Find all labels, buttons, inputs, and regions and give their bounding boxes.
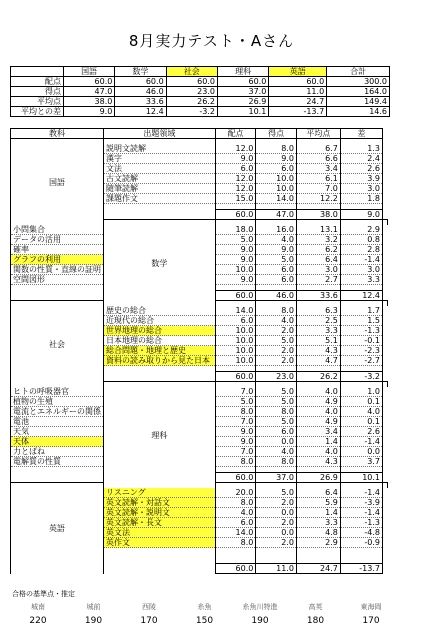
area-diff: 1.8 (340, 194, 382, 204)
summary-header-cell: 社会 (166, 67, 217, 77)
area-diff: 3.3 (340, 275, 382, 285)
area-diff: 3.9 (340, 174, 382, 184)
school-score: 170 (362, 616, 380, 626)
area-score: 2.0 (256, 498, 297, 508)
area-max: 20.0 (215, 488, 256, 498)
school-item (179, 602, 231, 626)
area-avg: 1.4 (296, 508, 340, 518)
school-item (68, 602, 120, 626)
area-max: 9.0 (215, 437, 256, 447)
area-max: 8.0 (215, 407, 256, 417)
summary-cell: 300.0 (327, 77, 390, 87)
school-score: 170 (140, 616, 158, 626)
school-item (290, 602, 342, 626)
summary-row-label: 配点 (11, 77, 64, 87)
area-name: 世界地理の総合 (104, 326, 216, 336)
school-name: 高英 (308, 603, 323, 611)
area-name: 力とばね (11, 447, 104, 457)
school-item (345, 602, 397, 626)
area-avg: 6.7 (296, 144, 340, 154)
detail-header-cell: 平均点 (296, 129, 340, 139)
total-avg: 24.7 (296, 564, 340, 574)
area-name: 英作文 (104, 538, 216, 548)
area-avg: 4.8 (296, 528, 340, 538)
page-title: 8月実力テスト・Aさん (128, 32, 295, 50)
total-diff: 9.0 (340, 210, 382, 220)
area-diff: 3.7 (340, 457, 382, 467)
summary-cell: 60.0 (269, 77, 327, 87)
area-max: 9.0 (215, 255, 256, 265)
summary-cell: 14.6 (327, 107, 390, 117)
area-avg: 2.5 (296, 316, 340, 326)
area-name: 英文読解・対話文 (104, 498, 216, 508)
total-diff: 10.1 (340, 473, 382, 483)
area-avg: 5.9 (296, 498, 340, 508)
summary-cell: 60.0 (64, 77, 115, 87)
area-diff: 1.5 (340, 316, 382, 326)
total-max: 60.0 (215, 291, 256, 301)
area-score: 2.0 (256, 538, 297, 548)
area-score: 10.0 (256, 174, 297, 184)
area-avg: 4.3 (296, 457, 340, 467)
area-avg: 3.2 (296, 235, 340, 245)
area-max: 9.0 (215, 245, 256, 255)
total-score: 47.0 (256, 210, 297, 220)
area-diff: -1.3 (340, 326, 382, 336)
area-max: 12.0 (215, 144, 256, 154)
summary-cell: 11.0 (269, 87, 327, 97)
summary-cell: 10.1 (217, 107, 268, 117)
school-score: 190 (251, 616, 269, 626)
area-avg: 6.3 (296, 306, 340, 316)
summary-cell: 46.0 (115, 87, 166, 97)
area-max: 9.0 (215, 154, 256, 164)
area-max: 18.0 (215, 225, 256, 235)
area-max: 8.0 (215, 498, 256, 508)
area-avg: 4.9 (296, 417, 340, 427)
area-name: 英文読解・説明文 (104, 508, 216, 518)
summary-cell: 38.0 (64, 97, 115, 107)
area-diff: -3.9 (340, 498, 382, 508)
area-max: 5.0 (215, 397, 256, 407)
area-name: 電池 (11, 417, 104, 427)
area-score: 0.0 (256, 437, 297, 447)
summary-header-cell: 国語 (64, 67, 115, 77)
area-diff: 1.3 (340, 144, 382, 154)
summary-cell: 26.2 (166, 97, 217, 107)
summary-row (11, 107, 390, 117)
school-item (123, 602, 175, 626)
area-score: 5.0 (256, 336, 297, 346)
summary-header-row (11, 67, 390, 77)
area-name: 文法 (104, 164, 216, 174)
area-max: 8.0 (215, 457, 256, 467)
summary-cell: -13.7 (269, 107, 327, 117)
total-score: 23.0 (256, 372, 297, 382)
summary-row (11, 87, 390, 97)
area-max: 9.0 (215, 427, 256, 437)
area-avg: 6.2 (296, 245, 340, 255)
area-diff: 0.1 (340, 397, 382, 407)
total-score: 46.0 (256, 291, 297, 301)
area-name: 関数の性質・直線の証明 (11, 265, 104, 275)
area-name: グラフの利用 (11, 255, 104, 265)
area-diff: 2.6 (340, 164, 382, 174)
school-score: 180 (306, 616, 325, 626)
area-avg: 4.9 (296, 397, 340, 407)
area-name: 近現代の総合 (104, 316, 216, 326)
area-avg: 5.1 (296, 336, 340, 346)
area-max: 7.0 (215, 447, 256, 457)
area-score: 16.0 (256, 225, 297, 235)
total-diff: -3.2 (340, 372, 382, 382)
summary-cell: 149.4 (327, 97, 390, 107)
area-score: 0.0 (256, 528, 297, 538)
area-max: 6.0 (215, 316, 256, 326)
area-max: 6.0 (215, 518, 256, 528)
area-avg: 4.3 (296, 346, 340, 356)
total-max: 60.0 (215, 210, 256, 220)
detail-header-cell: 得点 (256, 129, 297, 139)
area-score: 5.0 (256, 397, 297, 407)
area-diff: -1.4 (340, 488, 382, 498)
area-avg: 3.4 (296, 427, 340, 437)
area-avg: 6.1 (296, 174, 340, 184)
summary-row (11, 97, 390, 107)
area-avg: 4.0 (296, 447, 340, 457)
area-diff: 2.9 (340, 225, 382, 235)
area-score: 2.0 (256, 326, 297, 336)
area-score: 6.0 (256, 427, 297, 437)
detail-header-cell: 出題領域 (104, 129, 216, 139)
area-name: 資料の読み取りから見た日本 (104, 356, 216, 366)
total-score: 11.0 (256, 564, 297, 574)
summary-cell: 26.9 (217, 97, 268, 107)
area-score: 8.0 (256, 144, 297, 154)
area-avg: 6.6 (296, 154, 340, 164)
area-diff: 0.8 (340, 235, 382, 245)
total-avg: 26.2 (296, 372, 340, 382)
area-score: 5.0 (256, 488, 297, 498)
area-score: 2.0 (256, 356, 297, 366)
school-score: 150 (195, 616, 214, 626)
school-name: 糸魚川特進 (242, 603, 278, 611)
summary-row (11, 77, 390, 87)
summary-cell: 60.0 (217, 77, 268, 87)
area-score: 4.0 (256, 447, 297, 457)
area-max: 7.0 (215, 387, 256, 397)
summary-cell: 164.0 (327, 87, 390, 97)
area-name: 古文読解 (104, 174, 216, 184)
area-diff: 1.7 (340, 306, 382, 316)
summary-cell: 24.7 (269, 97, 327, 107)
area-max: 10.0 (215, 336, 256, 346)
area-avg: 3.3 (296, 326, 340, 336)
school-score: 220 (29, 616, 47, 626)
area-diff: -2.7 (340, 356, 382, 366)
area-score: 6.0 (256, 164, 297, 174)
total-max: 60.0 (215, 564, 256, 574)
detail-header-row (11, 129, 388, 139)
area-avg: 4.7 (296, 356, 340, 366)
area-diff: 1.0 (340, 387, 382, 397)
summary-cell: 37.0 (217, 87, 268, 97)
detail-header-cell: 配点 (215, 129, 256, 139)
area-max: 10.0 (215, 326, 256, 336)
area-avg: 1.4 (296, 437, 340, 447)
area-max: 10.0 (215, 346, 256, 356)
area-diff: 2.6 (340, 427, 382, 437)
area-avg: 7.0 (296, 184, 340, 194)
school-name: 城南 (31, 603, 45, 611)
summary-cell: 9.0 (64, 107, 115, 117)
area-diff: -2.3 (340, 346, 382, 356)
area-name: 小問集合 (11, 225, 104, 235)
area-score: 9.0 (256, 154, 297, 164)
area-score: 14.0 (256, 194, 297, 204)
area-score: 5.0 (256, 255, 297, 265)
school-name: 城前 (86, 603, 101, 611)
summary-cell: 33.6 (115, 97, 166, 107)
area-name: 日本地理の総合 (104, 336, 216, 346)
total-avg: 33.6 (296, 291, 340, 301)
subject-label: 理科 (104, 382, 216, 489)
area-name: 空間図形 (11, 275, 104, 285)
area-score: 4.0 (256, 235, 297, 245)
area-avg: 3.4 (296, 164, 340, 174)
area-name: 歴史の総合 (104, 306, 216, 316)
area-name: 随筆読解 (104, 184, 216, 194)
summary-row-label: 平均との差 (11, 107, 64, 117)
summary-header-cell: 理科 (217, 67, 268, 77)
summary-cell: -3.2 (166, 107, 217, 117)
cutoff-label: 合格の基準点・推定 (12, 590, 75, 598)
area-max: 9.0 (215, 275, 256, 285)
total-score: 37.0 (256, 473, 297, 483)
total-max: 60.0 (215, 372, 256, 382)
total-diff: 12.4 (340, 291, 382, 301)
area-avg: 2.7 (296, 275, 340, 285)
area-name: 説明文読解 (104, 144, 216, 154)
area-name: 天体 (11, 437, 104, 447)
area-avg: 3.3 (296, 518, 340, 528)
area-avg: 12.2 (296, 194, 340, 204)
area-name: 確率 (11, 245, 104, 255)
detail-header-cell: 教科 (11, 129, 104, 139)
area-max: 14.0 (215, 528, 256, 538)
detail-header-cell: 差 (340, 129, 382, 139)
area-diff: -0.1 (340, 336, 382, 346)
summary-table (10, 66, 390, 117)
area-diff: -4.8 (340, 528, 382, 538)
area-score: 8.0 (256, 306, 297, 316)
area-diff: -1.4 (340, 508, 382, 518)
summary-cell: 60.0 (115, 77, 166, 87)
area-avg: 6.4 (296, 255, 340, 265)
area-score: 10.0 (256, 184, 297, 194)
area-max: 10.0 (215, 265, 256, 275)
school-item (12, 602, 64, 626)
summary-cell: 12.4 (115, 107, 166, 117)
area-avg: 3.0 (296, 265, 340, 275)
school-name: 東海岡 (360, 603, 382, 611)
area-score: 8.0 (256, 457, 297, 467)
area-diff: -1.3 (340, 518, 382, 528)
area-avg: 13.1 (296, 225, 340, 235)
area-name: 植物の生殖 (11, 397, 104, 407)
summary-header-cell (11, 67, 64, 77)
area-max: 7.0 (215, 417, 256, 427)
area-max: 15.0 (215, 194, 256, 204)
area-max: 8.0 (215, 538, 256, 548)
area-name: 電流とエネルギーの関係 (11, 407, 104, 417)
area-name: 英文法 (104, 528, 216, 538)
area-max: 10.0 (215, 356, 256, 366)
school-cutoff-list (12, 602, 397, 626)
subject-label: 英語 (11, 483, 104, 574)
area-max: 6.0 (215, 164, 256, 174)
area-name: 電解質の性質 (11, 457, 104, 467)
total-avg: 26.9 (296, 473, 340, 483)
area-score: 6.0 (256, 275, 297, 285)
summary-row-label: 得点 (11, 87, 64, 97)
subject-label: 数学 (104, 220, 216, 307)
area-avg: 4.0 (296, 387, 340, 397)
total-diff: -13.7 (340, 564, 382, 574)
area-diff: -0.9 (340, 538, 382, 548)
school-item (234, 602, 286, 626)
summary-header-cell: 英語 (269, 67, 327, 77)
area-max: 12.0 (215, 174, 256, 184)
area-name: 天気 (11, 427, 104, 437)
subject-label: 社会 (11, 301, 104, 388)
area-name: 課題作文 (104, 194, 216, 204)
area-diff: 3.0 (340, 265, 382, 275)
area-diff: -1.4 (340, 437, 382, 447)
area-score: 0.0 (256, 508, 297, 518)
detail-table (10, 128, 388, 574)
area-name: 漢字 (104, 154, 216, 164)
area-max: 5.0 (215, 235, 256, 245)
area-score: 8.0 (256, 407, 297, 417)
subject-label: 国語 (11, 139, 104, 226)
area-max: 14.0 (215, 306, 256, 316)
area-max: 4.0 (215, 508, 256, 518)
area-diff: 3.0 (340, 184, 382, 194)
area-avg: 4.0 (296, 407, 340, 417)
area-name: 英文読解・長文 (104, 518, 216, 528)
area-score: 9.0 (256, 245, 297, 255)
area-score: 2.0 (256, 346, 297, 356)
total-avg: 38.0 (296, 210, 340, 220)
area-name: ヒトの呼吸器官 (11, 387, 104, 397)
school-name: 西陵 (142, 603, 156, 611)
area-score: 2.0 (256, 518, 297, 528)
area-diff: 4.0 (340, 407, 382, 417)
area-score: 4.0 (256, 316, 297, 326)
area-avg: 2.9 (296, 538, 340, 548)
area-name: 総合問題・地理と歴史 (104, 346, 216, 356)
area-name: データの活用 (11, 235, 104, 245)
total-max: 60.0 (215, 473, 256, 483)
area-diff: 0.1 (340, 417, 382, 427)
area-score: 5.0 (256, 417, 297, 427)
area-diff: 0.0 (340, 447, 382, 457)
school-score: 190 (84, 616, 103, 626)
area-diff: -1.4 (340, 255, 382, 265)
area-max: 12.0 (215, 184, 256, 194)
school-name: 糸魚 (197, 603, 212, 611)
summary-cell: 23.0 (166, 87, 217, 97)
area-score: 5.0 (256, 387, 297, 397)
summary-row-label: 平均点 (11, 97, 64, 107)
area-score: 6.0 (256, 265, 297, 275)
summary-header-cell: 数学 (115, 67, 166, 77)
summary-header-cell: 合計 (327, 67, 390, 77)
area-name: リスニング (104, 488, 216, 498)
area-diff: 2.8 (340, 245, 382, 255)
summary-cell: 47.0 (64, 87, 115, 97)
area-diff: 2.4 (340, 154, 382, 164)
area-avg: 6.4 (296, 488, 340, 498)
summary-cell: 60.0 (166, 77, 217, 87)
